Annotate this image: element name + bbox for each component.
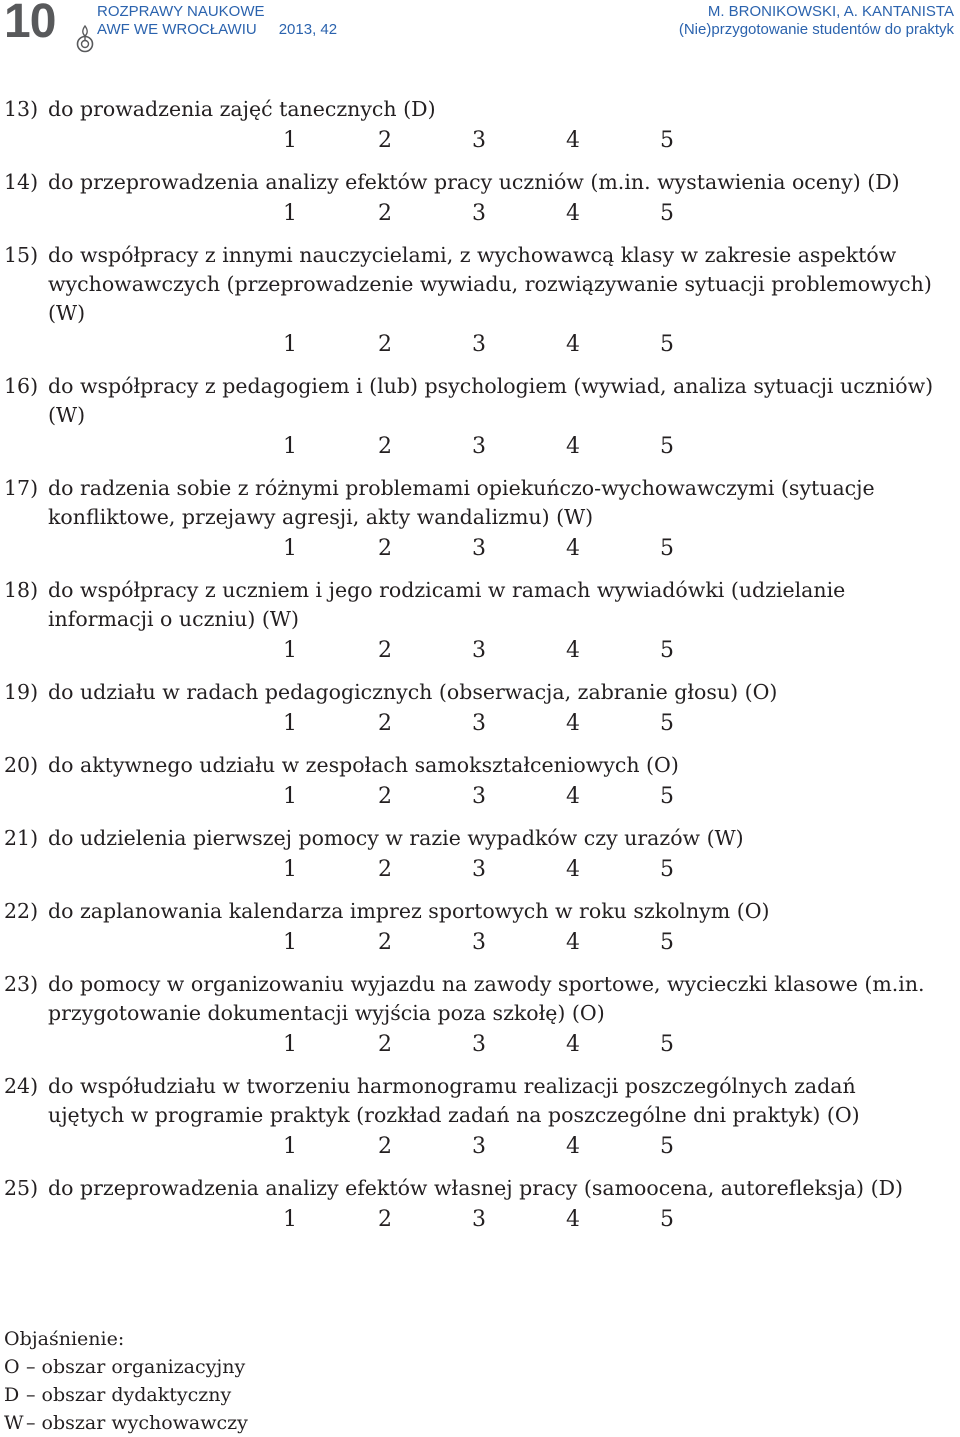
item-number: 22) — [4, 899, 39, 923]
rating-option-4[interactable]: 4 — [566, 1134, 580, 1159]
rating-option-1[interactable]: 1 — [283, 1134, 297, 1159]
rating-option-1[interactable]: 1 — [283, 1207, 297, 1232]
item-text — [0, 372, 960, 430]
rating-option-3[interactable]: 3 — [472, 1207, 486, 1232]
rating-scale — [0, 709, 960, 751]
page-number: 10 — [4, 0, 56, 48]
running-header — [0, 0, 960, 50]
item-number: 19) — [4, 680, 39, 704]
rating-option-4[interactable]: 4 — [566, 857, 580, 882]
rating-option-5[interactable]: 5 — [660, 1032, 674, 1057]
survey-item — [0, 241, 960, 372]
rating-option-5[interactable]: 5 — [660, 1207, 674, 1232]
item-label: do udzielenia pierwszej pomocy w razie wypadków czy urazów (W) — [48, 826, 744, 850]
rating-scale — [0, 855, 960, 897]
rating-option-5[interactable]: 5 — [660, 201, 674, 226]
rating-option-2[interactable]: 2 — [378, 201, 392, 226]
survey-item — [0, 1072, 960, 1174]
rating-option-4[interactable]: 4 — [566, 128, 580, 153]
survey-item — [0, 678, 960, 751]
rating-option-3[interactable]: 3 — [472, 930, 486, 955]
journal-line-1: ROZPRAWY NAUKOWE — [97, 3, 265, 20]
rating-scale — [0, 534, 960, 576]
rating-option-2[interactable]: 2 — [378, 1134, 392, 1159]
item-number: 16) — [4, 374, 39, 398]
rating-option-5[interactable]: 5 — [660, 638, 674, 663]
article-info — [679, 3, 954, 39]
item-text — [0, 95, 960, 124]
survey-item — [0, 576, 960, 678]
rating-scale — [0, 636, 960, 678]
rating-option-2[interactable]: 2 — [378, 536, 392, 561]
item-text — [0, 970, 960, 1028]
rating-option-2[interactable]: 2 — [378, 332, 392, 357]
legend-entry-w: W – obszar wychowawczy — [4, 1412, 248, 1434]
item-text — [0, 678, 960, 707]
item-label: do współudziału w tworzeniu harmonogramu realizacji poszczególnych zadań ujętych w programie praktyk (rozkład zadań na poszczególne dni praktyk) (O) — [48, 1074, 860, 1127]
rating-scale — [0, 782, 960, 824]
rating-option-2[interactable]: 2 — [378, 857, 392, 882]
journal-name — [97, 3, 337, 39]
awf-logo-icon — [73, 24, 97, 54]
issue-number: 2013, 42 — [278, 21, 338, 38]
legend-entry-o: O – obszar organizacyjny — [4, 1356, 246, 1378]
legend — [4, 1325, 248, 1437]
rating-option-5[interactable]: 5 — [660, 128, 674, 153]
rating-scale — [0, 1205, 960, 1247]
rating-option-4[interactable]: 4 — [566, 930, 580, 955]
rating-option-1[interactable]: 1 — [283, 434, 297, 459]
survey-item — [0, 95, 960, 168]
rating-option-1[interactable]: 1 — [283, 128, 297, 153]
item-number: 20) — [4, 753, 39, 777]
rating-option-1[interactable]: 1 — [283, 930, 297, 955]
rating-option-3[interactable]: 3 — [472, 201, 486, 226]
rating-option-1[interactable]: 1 — [283, 711, 297, 736]
rating-option-3[interactable]: 3 — [472, 784, 486, 809]
item-number: 17) — [4, 476, 39, 500]
survey-item — [0, 474, 960, 576]
rating-option-1[interactable]: 1 — [283, 857, 297, 882]
rating-option-3[interactable]: 3 — [472, 128, 486, 153]
rating-option-3[interactable]: 3 — [472, 536, 486, 561]
rating-option-3[interactable]: 3 — [472, 434, 486, 459]
rating-option-5[interactable]: 5 — [660, 434, 674, 459]
item-label: do zaplanowania kalendarza imprez sportowych w roku szkolnym (O) — [48, 899, 770, 923]
item-number: 21) — [4, 826, 39, 850]
rating-option-4[interactable]: 4 — [566, 332, 580, 357]
item-text — [0, 576, 960, 634]
item-number: 24) — [4, 1074, 39, 1098]
article-title: (Nie)przygotowanie studentów do praktyk — [678, 21, 954, 38]
item-label: do współpracy z uczniem i jego rodzicami w ramach wywiadówki (udzielanie informacji o uczniu) (W) — [48, 578, 846, 631]
rating-option-3[interactable]: 3 — [472, 711, 486, 736]
rating-option-4[interactable]: 4 — [566, 434, 580, 459]
item-number: 14) — [4, 170, 39, 194]
rating-option-5[interactable]: 5 — [660, 536, 674, 561]
rating-scale — [0, 126, 960, 168]
survey-item — [0, 372, 960, 474]
rating-option-4[interactable]: 4 — [566, 536, 580, 561]
rating-scale — [0, 432, 960, 474]
item-label: do pomocy w organizowaniu wyjazdu na zawody sportowe, wycieczki klasowe (m.in. przygotowanie dokumentacji wyjścia poza szkołę) (O) — [48, 972, 925, 1025]
rating-scale — [0, 928, 960, 970]
rating-option-5[interactable]: 5 — [660, 332, 674, 357]
item-label: do prowadzenia zajęć tanecznych (D) — [48, 97, 436, 121]
item-text — [0, 474, 960, 532]
rating-option-2[interactable]: 2 — [378, 930, 392, 955]
rating-option-3[interactable]: 3 — [472, 1032, 486, 1057]
rating-option-1[interactable]: 1 — [283, 1032, 297, 1057]
rating-option-3[interactable]: 3 — [472, 857, 486, 882]
rating-option-2[interactable]: 2 — [378, 434, 392, 459]
rating-option-4[interactable]: 4 — [566, 711, 580, 736]
rating-option-5[interactable]: 5 — [660, 784, 674, 809]
rating-scale — [0, 1132, 960, 1174]
rating-option-1[interactable]: 1 — [283, 638, 297, 663]
item-text — [0, 168, 960, 197]
survey-item — [0, 897, 960, 970]
rating-option-3[interactable]: 3 — [472, 1134, 486, 1159]
authors: M. BRONIKOWSKI, A. KANTANISTA — [707, 3, 954, 20]
rating-option-3[interactable]: 3 — [472, 332, 486, 357]
item-text — [0, 1174, 960, 1203]
item-label: do współpracy z innymi nauczycielami, z wychowawcą klasy w zakresie aspektów wychowawczych (przeprowadzenie wywiadu, rozwiązywanie sytuacji problemowych) (W) — [48, 243, 932, 325]
rating-option-2[interactable]: 2 — [378, 1207, 392, 1232]
rating-option-4[interactable]: 4 — [566, 638, 580, 663]
rating-option-4[interactable]: 4 — [566, 201, 580, 226]
item-number: 25) — [4, 1176, 39, 1200]
item-label: do udziału w radach pedagogicznych (obserwacja, zabranie głosu) (O) — [48, 680, 778, 704]
item-number: 18) — [4, 578, 39, 602]
item-label: do przeprowadzenia analizy efektów własnej pracy (samoocena, autorefleksja) (D) — [48, 1176, 904, 1200]
rating-option-2[interactable]: 2 — [378, 128, 392, 153]
rating-option-3[interactable]: 3 — [472, 638, 486, 663]
item-number: 23) — [4, 972, 39, 996]
item-text — [0, 897, 960, 926]
rating-option-1[interactable]: 1 — [283, 332, 297, 357]
rating-option-1[interactable]: 1 — [283, 536, 297, 561]
survey-items — [0, 95, 960, 1247]
item-text — [0, 1072, 960, 1130]
rating-option-2[interactable]: 2 — [378, 1032, 392, 1057]
rating-scale — [0, 1030, 960, 1072]
survey-item — [0, 824, 960, 897]
item-number: 13) — [4, 97, 39, 121]
item-label: do współpracy z pedagogiem i (lub) psychologiem (wywiad, analiza sytuacji uczniów) (W) — [48, 374, 934, 427]
item-text — [0, 751, 960, 780]
rating-option-5[interactable]: 5 — [660, 1134, 674, 1159]
rating-option-1[interactable]: 1 — [283, 201, 297, 226]
item-label: do aktywnego udziału w zespołach samokształceniowych (O) — [48, 753, 679, 777]
rating-option-4[interactable]: 4 — [566, 1207, 580, 1232]
survey-item — [0, 751, 960, 824]
rating-option-2[interactable]: 2 — [378, 638, 392, 663]
rating-option-1[interactable]: 1 — [283, 784, 297, 809]
item-number: 15) — [4, 243, 39, 267]
journal-line-2: AWF WE WROCŁAWIU — [97, 21, 257, 38]
survey-item — [0, 168, 960, 241]
rating-scale — [0, 199, 960, 241]
survey-item — [0, 970, 960, 1072]
legend-title: Objaśnienie: — [4, 1328, 125, 1350]
rating-option-5[interactable]: 5 — [660, 930, 674, 955]
rating-option-4[interactable]: 4 — [566, 784, 580, 809]
rating-option-5[interactable]: 5 — [660, 711, 674, 736]
item-label: do radzenia sobie z różnymi problemami opiekuńczo-wychowawczymi (sytuacje konfliktowe, przejawy agresji, akty wandalizmu) (W) — [48, 476, 875, 529]
item-text — [0, 824, 960, 853]
rating-scale — [0, 330, 960, 372]
item-label: do przeprowadzenia analizy efektów pracy uczniów (m.in. wystawienia oceny) (D) — [48, 170, 900, 194]
rating-option-4[interactable]: 4 — [566, 1032, 580, 1057]
legend-entry-d: D – obszar dydaktyczny — [4, 1384, 232, 1406]
rating-option-5[interactable]: 5 — [660, 857, 674, 882]
item-text — [0, 241, 960, 328]
rating-option-2[interactable]: 2 — [378, 711, 392, 736]
rating-option-2[interactable]: 2 — [378, 784, 392, 809]
survey-item — [0, 1174, 960, 1247]
